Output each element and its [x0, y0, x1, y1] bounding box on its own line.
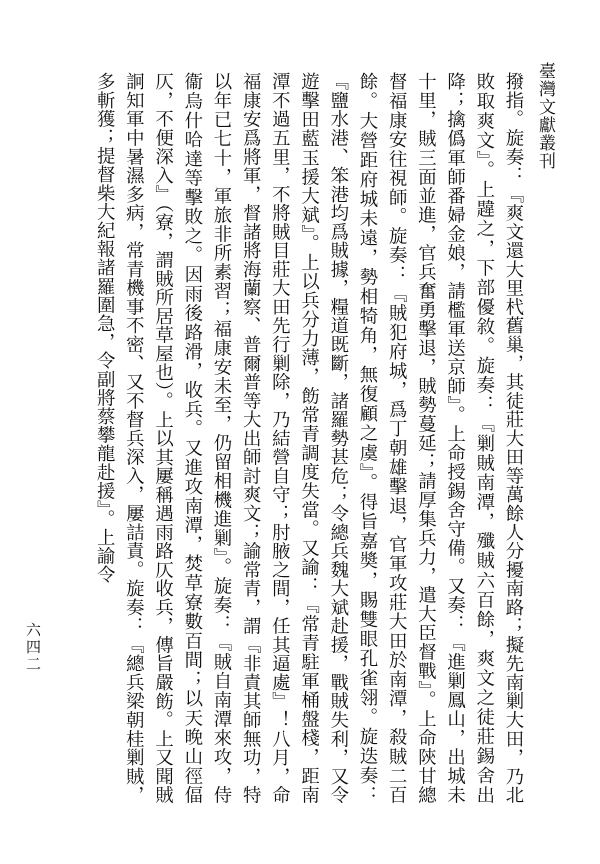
body-paragraph: 撥指。旋奏：『爽文還大里杙舊巢，其徒莊大田等萬餘人分擾南路；擬先南剿大田，乃北敗取爽文』。上韙之，下部優敘。旋奏：『剿賊南潭，殲賊六百餘，爽文之徒莊錫舍出降；擒僞軍師番婦金娘，請檻軍送京師』。上命授錫舍守備。又奏：『進剿鳳山，出城未十里，賊三面並進，官兵奮勇擊退，賊勢蔓延；請厚集兵力，遣大臣督戰』。上命陝甘總督福康安往視師。旋奏：『賊犯府城，爲丁朝雄擊退，官軍攻莊大田於南潭，殺賊二百餘。大營距府城未遠，勢相犄角，無復顧之虞』。得旨嘉奬，賜雙眼孔雀翎。旋迭奏：『鹽水港、笨港均爲賊據，糧道既斷，諸羅勢甚危；令總兵魏大斌赴援，戰賊失利，又令遊擊田藍玉援大斌』。上以兵分力薄，飭常青調度失當。又諭：『常青駐軍桶盤棧，距南潭不過五里，不將賊目莊大田先行剿除，乃結營自守；肘腋之間，任其逼處』！八月，命福康安爲將軍，督諸將海蘭察、普爾普等大出師討爽文；諭常青，謂『非責其師無功，特以年已七十，軍旅非所素習；福康安未至，仍留相機進剿』。旋奏：『賊自南潭來攻，侍衞烏什哈達等擊敗之。因雨後路滑，收兵。又進攻南潭，焚草寮數百間；以天晚山徑偪仄，不便深入』（寮，謂賊所居草屋也）。上以其屢稱遇雨路仄收兵，傳旨嚴飭。上又聞賊詗知軍中暑濕多病，常青機事不密、又不督兵深入，屢詰責。旋奏：『總兵梁朝桂剿賊，多斬獲；提督柴大紀報諸羅圍急，令副將蔡攀龍赴援』。上諭令 — [94, 72, 524, 804]
body-text — [44, 72, 528, 804]
page-number: 六四二 — [24, 622, 42, 673]
header-title: 臺灣文獻叢刊 — [535, 62, 555, 170]
